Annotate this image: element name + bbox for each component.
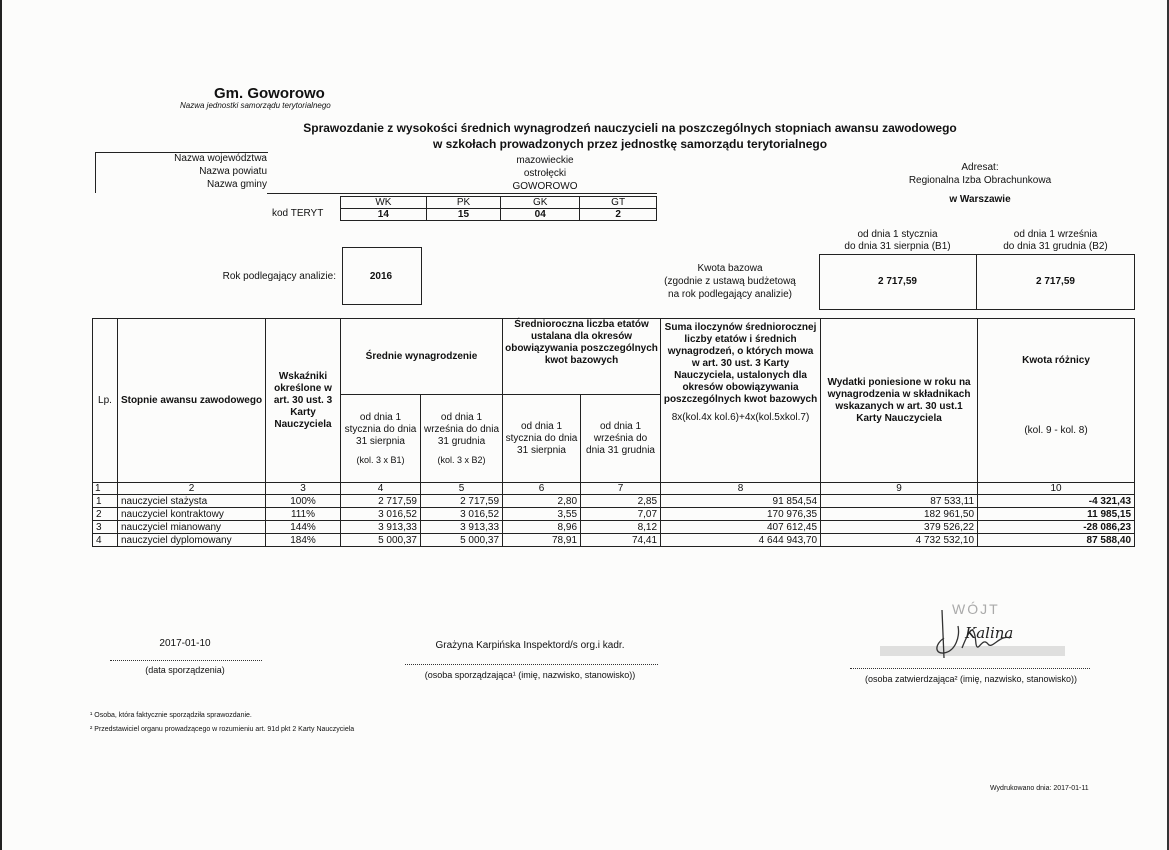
row-roznica: -4 321,43 [978, 495, 1135, 508]
header-etaty: Średnioroczna liczba etatów ustalana dla okresów obowiązywania poszczególnych kwot bazowych [503, 319, 661, 395]
row-wydatki: 87 533,11 [821, 495, 978, 508]
col-number-8: 8 [661, 483, 821, 495]
row-wydatki: 182 961,50 [821, 508, 978, 521]
teryt-value-gt: 2 [580, 209, 657, 221]
county-value: ostrołęcki [523, 168, 567, 179]
table-row [93, 521, 1135, 534]
row-wyn1: 5 000,37 [341, 534, 421, 547]
row-wyn2: 3 016,52 [421, 508, 503, 521]
row-wydatki: 4 732 532,10 [821, 534, 978, 547]
row-wydatki: 379 526,22 [821, 521, 978, 534]
teryt-header-pk: PK [426, 197, 501, 209]
row-stopien: nauczyciel kontraktowy [118, 508, 266, 521]
header-roznica [978, 319, 1135, 483]
header-wskazniki: Wskaźniki określone w art. 30 ust. 3 Karty Nauczyciela [266, 319, 341, 483]
addressee-label: Adresat: [961, 162, 999, 173]
subheader-wyn2-text: od dnia 1 września do dnia 31 grudnia [423, 411, 500, 447]
subheader-et1: od dnia 1 stycznia do dnia 31 sierpnia [503, 395, 581, 483]
period1-label: od dnia 1 stycznia [857, 229, 938, 240]
commune-value: GOWOROWO [512, 181, 578, 192]
row-lp: 3 [93, 521, 118, 534]
footnote-1: ¹ Osoba, która faktycznie sporządziła sprawozdanie. [90, 712, 252, 719]
voivodeship-value: mazowieckie [516, 155, 574, 166]
base-label-1: Kwota bazowa [697, 263, 763, 274]
col-number-5: 5 [421, 483, 503, 495]
row-lp: 4 [93, 534, 118, 547]
subheader-et2: od dnia 1 września do dnia 31 grudnia [581, 395, 661, 483]
row-etaty1: 3,55 [503, 508, 581, 521]
formula-roznica: (kol. 9 - kol. 8) [1024, 424, 1088, 436]
teryt-value-wk: 14 [341, 209, 427, 221]
year-value: 2016 [369, 271, 393, 282]
table-row [93, 508, 1135, 521]
header-stopnie: Stopnie awansu zawodowego [118, 319, 266, 483]
base-box-divider [976, 254, 977, 309]
approver-line [850, 668, 1090, 669]
report-title-line1: Sprawozdanie z wysokości średnich wynagrodzeń nauczycieli na poszczególnych stopniach awansu zawodowego [303, 121, 957, 135]
header-lp: Lp. [93, 319, 118, 483]
row-wskaznik: 111% [266, 508, 341, 521]
row-wyn2: 5 000,37 [421, 534, 503, 547]
subheader-wyn2 [421, 395, 503, 483]
header-roznica-text: Kwota różnicy [1022, 354, 1090, 366]
subheader-wyn1 [341, 395, 421, 483]
preparer-line [405, 664, 658, 665]
table-row [93, 495, 1135, 508]
formula-suma: 8x(kol.4x kol.6)+4x(kol.5xkol.7) [671, 412, 810, 423]
row-roznica: 11 985,15 [978, 508, 1135, 521]
row-wskaznik: 144% [266, 521, 341, 534]
row-etaty2: 8,12 [581, 521, 661, 534]
approver-caption: (osoba zatwierdzająca² (imię, nazwisko, stanowisko)) [864, 674, 1078, 684]
header-wydatki: Wydatki poniesione w roku na wynagrodzenia w składnikach wskazanych w art. 30 ust.1 Karty Nauczyciela [821, 319, 978, 483]
col-number-6: 6 [503, 483, 581, 495]
subheader-wyn1-text: od dnia 1 stycznia do dnia 31 sierpnia [344, 411, 417, 447]
formula-wyn2: (kol. 3 x B2) [437, 454, 486, 465]
voivodeship-label: Nazwa województwa [174, 153, 267, 164]
period1-label-b: do dnia 31 sierpnia (B1) [844, 241, 951, 252]
row-suma: 407 612,45 [661, 521, 821, 534]
teryt-label: kod TERYT [272, 208, 324, 219]
base-label-2: (zgodnie z ustawą budżetową [664, 276, 796, 287]
period2-label: od dnia 1 września [1013, 229, 1098, 240]
teryt-header-gt: GT [580, 197, 657, 209]
period2-label-b: do dnia 31 grudnia (B2) [1003, 241, 1108, 252]
row-lp: 1 [93, 495, 118, 508]
preparer-caption: (osoba sporządzająca¹ (imię, nazwisko, stanowisko)) [424, 670, 636, 680]
row-stopien: nauczyciel stażysta [118, 495, 266, 508]
row-wyn1: 3 913,33 [341, 521, 421, 534]
row-suma: 91 854,54 [661, 495, 821, 508]
row-wyn2: 3 913,33 [421, 521, 503, 534]
col-number-1: 1 [93, 483, 118, 495]
row-roznica: -28 086,23 [978, 521, 1135, 534]
row-wyn2: 2 717,59 [421, 495, 503, 508]
row-wyn1: 2 717,59 [341, 495, 421, 508]
commune-label: Nazwa gminy [206, 179, 267, 190]
scan-edge-left [0, 0, 2, 850]
year-label: Rok podlegający analizie: [222, 271, 336, 282]
teryt-header-wk: WK [341, 197, 427, 209]
row-etaty2: 7,07 [581, 508, 661, 521]
header-suma [661, 319, 821, 483]
base-b2-value: 2 717,59 [1036, 276, 1075, 287]
col-number-10: 10 [978, 483, 1135, 495]
salary-table [92, 318, 1135, 547]
teryt-value-gk: 04 [501, 209, 580, 221]
row-stopien: nauczyciel mianowany [118, 521, 266, 534]
col-number-7: 7 [581, 483, 661, 495]
report-date: 2017-01-10 [159, 638, 211, 649]
header-suma-text: Suma iloczynów średniorocznej liczby etatów i średnich wynagrodzeń, o których mowa w art. 30 ust. 3 Karty Nauczyciela, ustalonych dla okresów obowiązywania poszczególnych kwot bazowych [663, 322, 818, 405]
table-row [93, 534, 1135, 547]
col-number-3: 3 [266, 483, 341, 495]
header-srednie: Średnie wynagrodzenie [341, 319, 503, 395]
teryt-table [340, 196, 657, 221]
row-etaty2: 2,85 [581, 495, 661, 508]
col-number-4: 4 [341, 483, 421, 495]
gmina-caption: Nazwa jednostki samorządu terytorialnego [180, 101, 331, 110]
col-number-9: 9 [821, 483, 978, 495]
row-stopien: nauczyciel dyplomowany [118, 534, 266, 547]
teryt-value-pk: 15 [426, 209, 501, 221]
row-wskaznik: 100% [266, 495, 341, 508]
addressee-city: w Warszawie [949, 194, 1011, 205]
row-suma: 4 644 943,70 [661, 534, 821, 547]
formula-wyn1: (kol. 3 x B1) [356, 454, 405, 465]
date-caption: (data sporządzenia) [145, 665, 225, 675]
county-label: Nazwa powiatu [199, 166, 267, 177]
row-etaty1: 78,91 [503, 534, 581, 547]
preparer-name: Grażyna Karpińska Inspektord/s org.i kadr. [435, 640, 625, 651]
row-suma: 170 976,35 [661, 508, 821, 521]
footnote-2: ² Przedstawiciel organu prowadzącego w rozumieniu art. 91d pkt 2 Karty Nauczyciela [90, 726, 355, 733]
row-roznica: 87 588,40 [978, 534, 1135, 547]
printed-date: Wydrukowano dnia: 2017-01-11 [990, 785, 1089, 792]
teryt-header-gk: GK [501, 197, 580, 209]
row-wskaznik: 184% [266, 534, 341, 547]
col-number-2: 2 [118, 483, 266, 495]
gmina-name: Gm. Goworowo [214, 85, 325, 102]
date-line [110, 660, 262, 661]
addressee-name: Regionalna Izba Obrachunkowa [908, 175, 1052, 186]
admin-divider [267, 193, 657, 194]
stamp-word: WÓJT [952, 601, 1000, 617]
signature-text: Kalina [965, 624, 1014, 642]
base-label-3: na rok podlegający analizie) [668, 289, 792, 300]
report-title-line2: w szkołach prowadzonych przez jednostkę samorządu terytorialnego [432, 137, 828, 151]
row-lp: 2 [93, 508, 118, 521]
row-wyn1: 3 016,52 [341, 508, 421, 521]
row-etaty2: 74,41 [581, 534, 661, 547]
row-etaty1: 8,96 [503, 521, 581, 534]
base-b1-value: 2 717,59 [878, 276, 917, 287]
row-etaty1: 2,80 [503, 495, 581, 508]
